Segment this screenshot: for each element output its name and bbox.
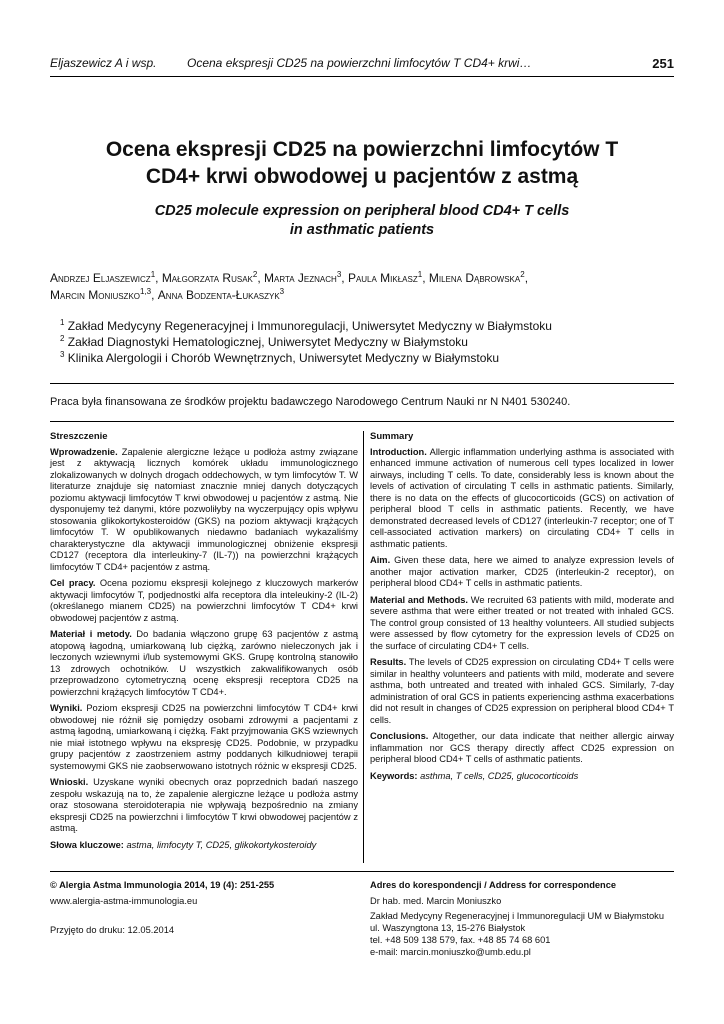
correspondence-line: ul. Waszyngtona 13, 15-276 Białystok	[370, 923, 526, 934]
paragraph-label: Cel pracy.	[50, 578, 96, 588]
paragraph-label: Wnioski.	[50, 777, 89, 787]
correspondence-heading: Adres do korespondencji / Address for correspondence	[370, 880, 617, 890]
affiliation	[60, 334, 674, 350]
abstract-paragraph	[370, 555, 674, 590]
correspondence	[370, 880, 674, 958]
author-name: Marcin Moniuszko	[50, 288, 140, 302]
divider	[50, 421, 674, 422]
copyright: © Alergia Astma Immunologia 2014, 19 (4): 251-255	[50, 880, 275, 890]
affiliation	[60, 318, 674, 334]
paragraph-label: Aim.	[370, 555, 391, 565]
paragraph-text: Allergic inflammation underlying asthma is associated with enhanced immune activation of numerous cell types localized in lower airways, including T cells. To date, considerably less is known about the levels of activation of circulating T cells in asthmatic patients. Similarly, there is no data on the effects of glucocorticoids (GCS) on activation of peripheral blood T cells in asthmatic patients. Recently, we have demonstrated decreased levels of CD127 (interleukin-7 receptor; one of T cell-associated activation markers) on circulating CD4+ T cells in asthmatic patients.	[370, 446, 674, 549]
affiliation-num: 3	[60, 350, 65, 359]
author-name: Milena Dąbrowska	[428, 271, 521, 285]
author-sep: ,	[155, 271, 162, 285]
paragraph-text: Uzyskane wyniki obecnych oraz poprzednich badań naszego zespołu wskazują na to, że zapalenie alergiczne leżące u podłoża astmy oraz stosowana steroidoterapia nie wpływają bezpośrednio na zmiany ekspresji CD25 na powierzchni i limfocytów T krwi obwodowej pacjentów z astmą.	[50, 777, 358, 833]
page-number: 251	[652, 56, 674, 71]
keywords-label: Słowa kluczowe:	[50, 839, 124, 850]
header-authors: Eljaszewicz A i wsp.	[50, 56, 157, 70]
author-sup: 1	[150, 270, 156, 279]
author-sep: ,	[341, 271, 348, 285]
paragraph-label: Introduction.	[370, 446, 427, 457]
paragraph-label: Wprowadzenie.	[50, 446, 118, 457]
correspondence-line: tel. +48 509 138 579, fax. +48 85 74 68 601	[370, 934, 551, 945]
keywords-text: asthma, T cells, CD25, glucocorticoids	[417, 770, 579, 781]
author-sup: 1	[417, 270, 423, 279]
paragraph-text: Zapalenie alergiczne leżące u podłoża astmy związane jest z aktywacją licznych komórek układu immunologicznego zlokalizowanych w dolnych drogach oddechowych, w tym limfocytów T. W literaturze znajduje się natomiast znacznie mniej danych dotyczących poziomu aktywacji limfocytów T krwi obwodowej u pacjentów z astmą. Nie dysponujemy też danymi, które pozwoliłyby na wyczerpujący opis wpływu stosowania glikokortykosteroidów (GKS) na poziom aktywacji krążących limfocytów T. W opublikowanych niedawno badaniach wykazaliśmy charakterystyczne dla aktywacji immunologicznej obniżenie ekspresji CD127 (receptora dla interleukiny-7 (IL-7)) na powierzchni krążących limfocytów T CD4+ pacjentów z astmą.	[50, 446, 358, 572]
received-date: Przyjęto do druku: 12.05.2014	[50, 925, 175, 936]
keywords	[370, 771, 674, 783]
author-sep: ,	[151, 288, 158, 302]
affiliation-num: 1	[60, 318, 65, 327]
abstract-paragraph	[50, 447, 358, 574]
author-list	[50, 270, 674, 304]
author-sup: 1,3	[140, 287, 152, 296]
author-sup: 3	[336, 270, 342, 279]
affiliation-num: 2	[60, 334, 65, 343]
author-sup: 3	[279, 287, 285, 296]
running-header	[50, 56, 674, 70]
abstract-paragraph	[370, 657, 674, 726]
paragraph-label: Wyniki.	[50, 703, 83, 713]
paragraph-text: Given these data, here we aimed to analyze expression levels of another major activation marker, CD25 (interleukin-2 receptor), on peripheral blood CD4+ T cells in asthmatic patients.	[370, 555, 674, 588]
subtitle-line-1: CD25 molecule expression on peripheral blood CD4+ T cells	[154, 203, 570, 219]
journal-url[interactable]: www.alergia-astma-immunologia.eu	[50, 895, 198, 906]
abstract-paragraph	[370, 731, 674, 766]
author-sep: ,	[422, 271, 429, 285]
article-subtitle	[50, 202, 674, 240]
abstract-english	[370, 431, 674, 787]
paragraph-text: Do badania włączono grupę 63 pacjentów z astmą atopową łagodną, umiarkowaną lub ciężką, zarówno nieleczonych jak i leczonych wziewnymi i/lub systemowymi GKS. Grupę kontrolną stanowiło 13 zdrowych ochotników. U wszystkich zakwalifikowanych osób przeprowadzono cytometryczną ocenę ekspresji receptora CD25 na powierzchni krążących limfocytów T CD4+.	[50, 629, 359, 697]
divider	[50, 871, 674, 872]
affiliation	[60, 350, 674, 366]
abstract-paragraph	[370, 595, 674, 653]
paragraph-label: Results.	[370, 657, 407, 667]
author-name: Andrzej Eljaszewicz	[50, 271, 151, 285]
paragraph-text: The levels of CD25 expression on circulating CD4+ T cells were similar in healthy volunteers and patients with mild, moderate and severe asthma, both untreated and treated with inhaled GCS. Similarly, 7-day administration of oral GCS in patients experiencing asthma exacerbations did not result in changes of CD25 expression on peripheral blood CD4+ T cells.	[370, 657, 674, 725]
journal-info	[50, 880, 350, 937]
correspondence-email[interactable]: e-mail: marcin.moniuszko@umb.edu.pl	[370, 946, 531, 957]
header-rule	[50, 76, 674, 77]
abstract-paragraph	[50, 578, 358, 624]
paragraph-label: Materiał i metody.	[50, 629, 132, 639]
paragraph-text: We recruited 63 patients with mild, moderate and severe asthma that were either treated or not treated with inhaled GCS. The control group consisted of 13 healthy volunteers. All studied subjects were assessed by flow cytometry for the expression levels of CD25 on the surface of circulating CD4+ T cells.	[370, 594, 674, 651]
paragraph-text: Altogether, our data indicate that neither allergic airway inflammation nor GCS therapy directly affect CD25 expression on peripheral blood CD4+ T cells of asthmatic patients.	[370, 731, 674, 764]
correspondence-line: Zakład Medycyny Regeneracyjnej i Immunoregulacji UM w Białymstoku	[370, 911, 664, 922]
divider	[50, 383, 674, 384]
subtitle-line-2: in asthmatic patients	[289, 222, 435, 238]
author-sep: ,	[257, 271, 264, 285]
correspondence-name: Dr hab. med. Marcin Moniuszko	[370, 895, 502, 906]
author-name: Anna Bodzenta-Łukaszyk	[157, 288, 280, 302]
keywords-text: astma, limfocyty T, CD25, glikokortykosteroidy	[123, 839, 317, 850]
abstract-paragraph	[50, 703, 358, 772]
column-divider	[363, 431, 364, 863]
keywords-label: Keywords:	[370, 770, 418, 781]
title-line-1: Ocena ekspresji CD25 na powierzchni limfocytów T	[105, 138, 619, 161]
funding-note: Praca była finansowana ze środków projektu badawczego Narodowego Centrum Nauki nr N N401 530240.	[50, 396, 571, 408]
article-title	[50, 136, 674, 190]
abstract-paragraph	[50, 629, 358, 698]
author-sup: 2	[520, 270, 525, 279]
author-name: Marta Jeznach	[263, 271, 337, 285]
author-name: Paula Mikłasz	[347, 271, 418, 285]
header-short-title: Ocena ekspresji CD25 na powierzchni limfocytów T CD4+ krwi…	[187, 56, 532, 70]
author-sup: 2	[252, 270, 258, 279]
affiliation-text: Klinika Alergologii i Chorób Wewnętrznych, Uniwersytet Medyczny w Białymstoku	[67, 351, 500, 365]
affiliation-text: Zakład Diagnostyki Hematologicznej, Uniwersytet Medyczny w Białymstoku	[67, 335, 468, 349]
section-heading: Streszczenie	[50, 431, 108, 442]
abstract-polish	[50, 431, 358, 856]
abstract-paragraph	[50, 777, 358, 835]
section-heading: Summary	[370, 431, 414, 442]
author-name: Małgorzata Rusak	[161, 271, 253, 285]
title-line-2: CD4+ krwi obwodowej u pacjentów z astmą	[145, 165, 579, 188]
paragraph-label: Conclusions.	[370, 731, 429, 741]
paragraph-text: Poziom ekspresji CD25 na powierzchni limfocytów T CD4+ krwi obwodowej nie różnił się pomiędzy osobami zdrowymi a pacjentami z astmą łagodną, umiarkowaną i ciężką. Fakt przyjmowania GKS wziewnych nie miał istotnego wpływu na ekspresję CD25. Podobnie, w przypadku grupy pacjentów z zaostrzeniem astmy poddanych kilkudniowej terapii systemowymi GKS nie zaobserwowano istotnych różnic w ekspresji CD25.	[50, 703, 358, 771]
affiliation-list	[60, 318, 674, 366]
abstract-paragraph	[370, 447, 674, 551]
keywords	[50, 840, 358, 852]
author-sep: ,	[524, 271, 529, 285]
affiliation-text: Zakład Medycyny Regeneracyjnej i Immunoregulacji, Uniwersytet Medyczny w Białymstoku	[67, 319, 552, 333]
paragraph-label: Material and Methods.	[370, 594, 469, 605]
paragraph-text: Ocena poziomu ekspresji kolejnego z kluczowych markerów aktywacji limfocytów T, podjednostki alfa receptora dla inteleukiny-2 (IL-2) (określanego mianem CD25) na powierzchni limfocytów T CD4+ krwi obwodowej pacjentów z astmą.	[50, 578, 358, 623]
